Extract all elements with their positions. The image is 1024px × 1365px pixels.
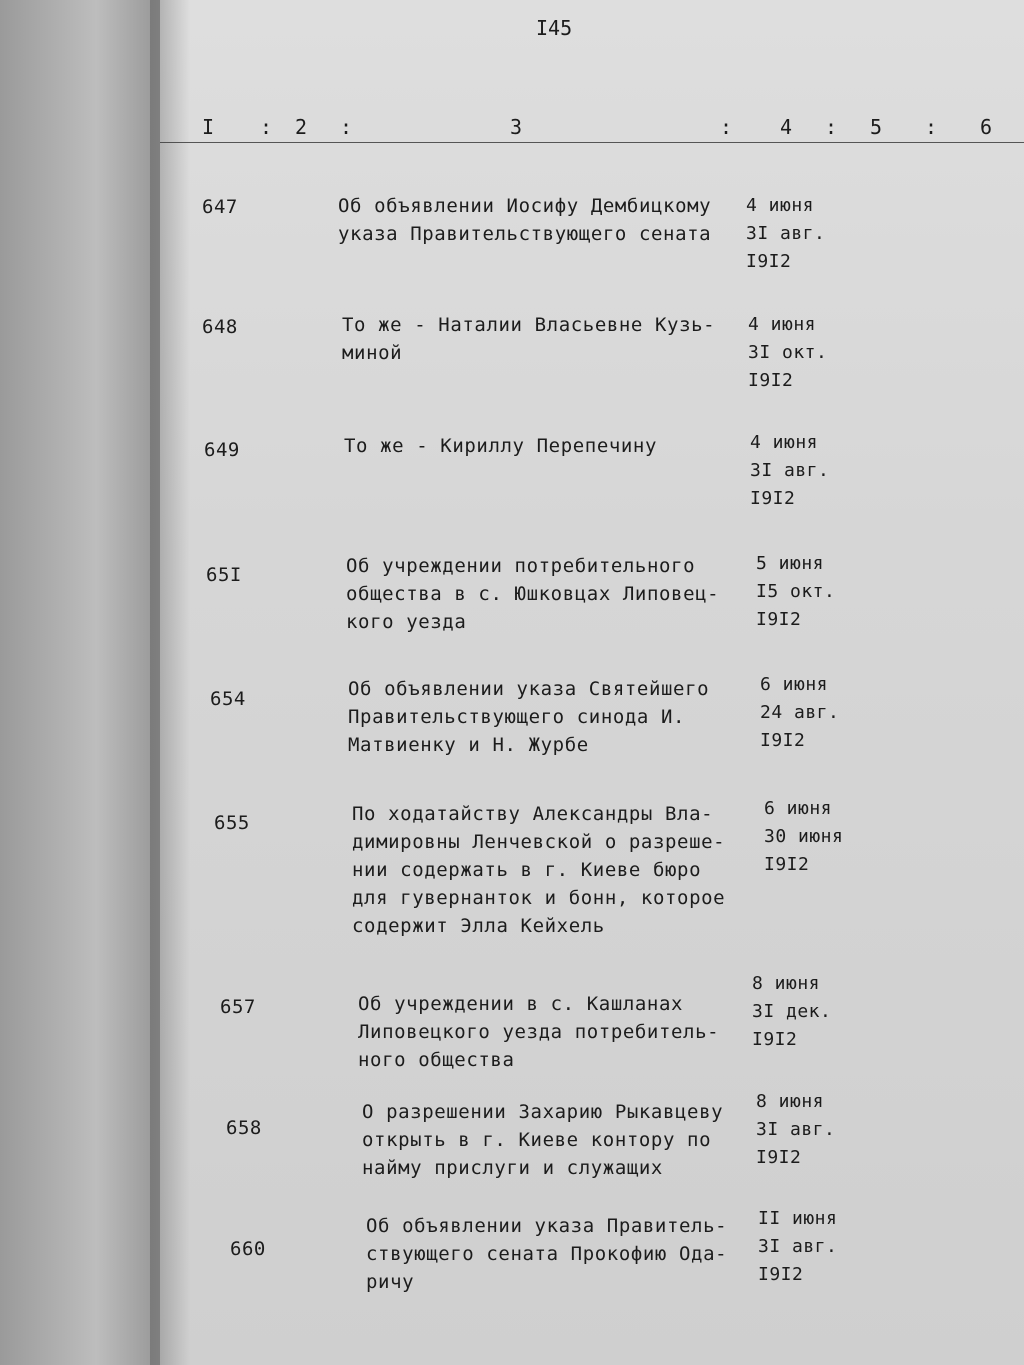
header-rule [160, 142, 1024, 143]
column-header-1: I [202, 115, 215, 139]
record-number: 660 [230, 1238, 266, 1260]
record-dates: 4 июня 3I авг. I9I2 [746, 195, 826, 272]
record-title: Об объявлении указа Правитель- ствующего сената Прокофию Ода- ричу [366, 1215, 728, 1293]
record-dates: 5 июня I5 окт. I9I2 [756, 553, 836, 630]
book-gutter-shadow [150, 0, 190, 1365]
record-dates: 6 июня 24 авг. I9I2 [760, 674, 840, 751]
column-header-4: 4 [780, 115, 793, 139]
record-title: Об объявлении Иосифу Дембицкому указа Правительствующего сената [338, 195, 712, 245]
record-title: Об объявлении указа Святейшего Правительствующего синода И. Матвиенку и Н. Журбе [348, 678, 710, 756]
record-dates: II июня 3I авг. I9I2 [758, 1208, 838, 1285]
column-separator: : [720, 115, 733, 139]
adjacent-left-page [0, 0, 175, 1365]
record-title: То же - Кириллу Перепечину [344, 435, 658, 457]
record-number: 658 [226, 1117, 262, 1139]
record-dates: 6 июня 30 июня I9I2 [764, 798, 844, 875]
record-number: 654 [210, 688, 246, 710]
column-header-6: 6 [980, 115, 993, 139]
column-separator: : [825, 115, 838, 139]
record-title: По ходатайству Александры Вла- димировны Ленчевской о разреше- нии содержать в г. Киеве бюро для гувернанток и бонн, которое содержит Элла Кейхель [352, 803, 726, 937]
document-page [160, 0, 1024, 1365]
record-dates: 4 июня 3I окт. I9I2 [748, 314, 828, 391]
record-dates: 8 июня 3I авг. I9I2 [756, 1091, 836, 1168]
record-number: 65I [206, 564, 242, 586]
record-number: 655 [214, 812, 250, 834]
column-header-5: 5 [870, 115, 883, 139]
record-number: 648 [202, 316, 238, 338]
page-number: I45 [536, 16, 573, 40]
record-title: О разрешении Захарию Рыкавцеву открыть в г. Киеве контору по найму прислуги и служащих [362, 1101, 724, 1179]
record-number: 649 [204, 439, 240, 461]
record-number: 657 [220, 996, 256, 1018]
column-separator: : [260, 115, 273, 139]
column-header-2: 2 [295, 115, 308, 139]
record-number: 647 [202, 196, 238, 218]
record-title: То же - Наталии Власьевне Кузь- миной [342, 314, 716, 364]
column-header-3: 3 [510, 115, 523, 139]
record-title: Об учреждении в с. Кашланах Липовецкого уезда потребитель- ного общества [358, 993, 720, 1071]
record-title: Об учреждении потребительного общества в с. Юшковцах Липовец- кого уезда [346, 555, 720, 633]
column-separator: : [340, 115, 353, 139]
column-separator: : [925, 115, 938, 139]
record-dates: 8 июня 3I дек. I9I2 [752, 973, 832, 1050]
record-dates: 4 июня 3I авг. I9I2 [750, 432, 830, 509]
